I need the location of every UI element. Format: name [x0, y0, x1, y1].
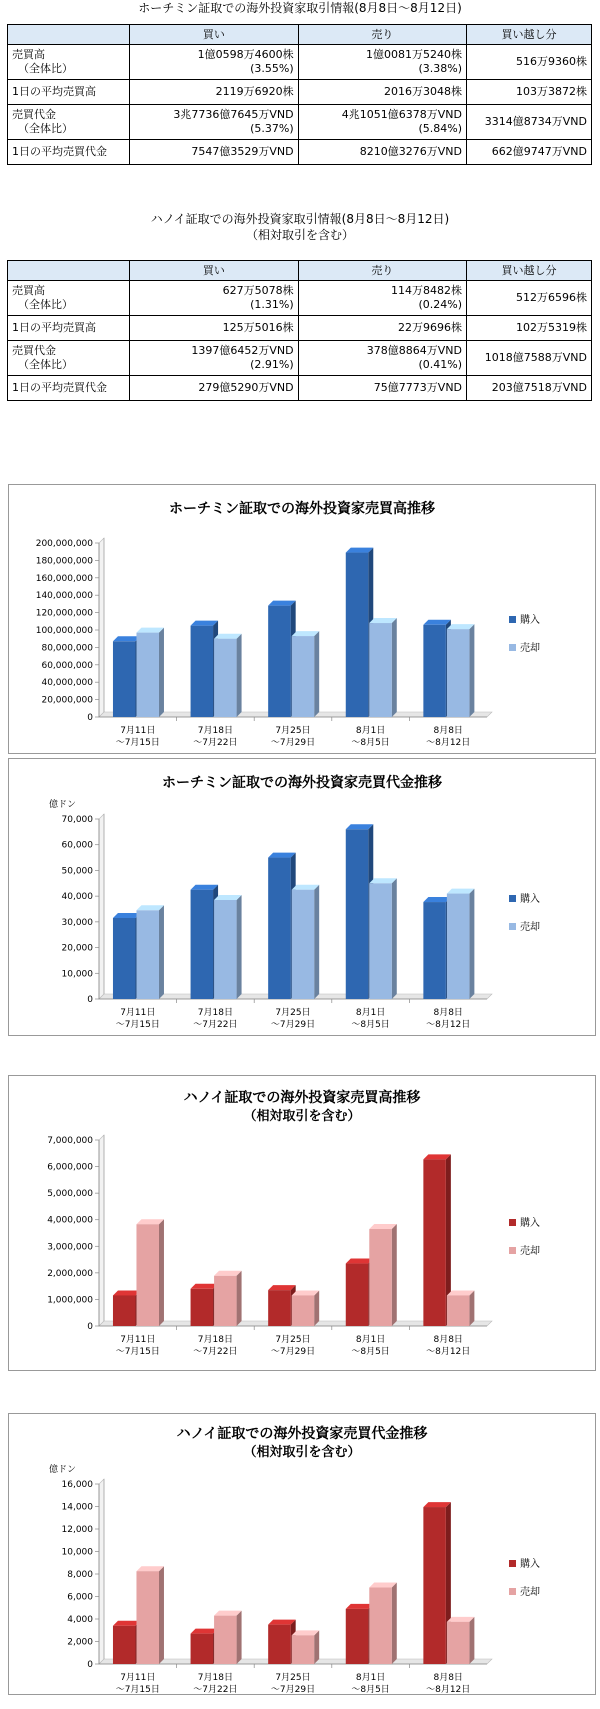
y-axis-unit-label: 億ドン	[49, 800, 77, 810]
x-category-label: ～8月12日	[426, 1020, 471, 1030]
bar-sell	[369, 618, 397, 717]
legend-label: 購入	[520, 894, 540, 905]
hn-header-cell: 売り	[298, 261, 466, 281]
x-category-label: 7月11日	[120, 1673, 156, 1683]
x-category-label: ～7月29日	[270, 1020, 316, 1030]
hcm-cell-buy: 1億0598万4600株 (3.55%)	[130, 45, 298, 80]
y-tick-label: 2,000,000	[47, 1268, 93, 1279]
hn-header-row	[8, 261, 592, 281]
bar-side-face	[469, 624, 474, 717]
legend-label: 売却	[520, 922, 540, 933]
legend-label: 売却	[520, 643, 540, 654]
y-tick-label: 10,000	[61, 1547, 93, 1558]
hcm-cell-net: 516万9360株	[467, 45, 592, 80]
x-category-label: ～8月5日	[351, 1347, 390, 1357]
chart-side-wall	[99, 1479, 104, 1664]
hcm-row-label: 1日の平均売買高	[8, 80, 130, 105]
x-category-label: ～7月29日	[270, 738, 316, 748]
y-tick-label: 50,000	[61, 866, 93, 877]
legend-label: 売却	[520, 1246, 540, 1257]
bar-front-face	[136, 1571, 159, 1664]
x-category-label: 8月1日	[355, 1673, 386, 1683]
bar-front-face	[113, 918, 136, 999]
bar-side-face	[392, 1224, 397, 1326]
y-tick-label: 0	[87, 995, 93, 1005]
bar-buy	[423, 1502, 451, 1664]
bar-sell	[214, 634, 242, 717]
bar-front-face	[292, 636, 315, 717]
bar-front-face	[268, 1625, 291, 1664]
x-category-label: 8月8日	[433, 1673, 463, 1683]
bar-buy	[113, 1290, 141, 1326]
hn-row-label: 1日の平均売買高	[8, 316, 130, 341]
bar-front-face	[369, 623, 392, 717]
legend-label: 売却	[520, 1587, 540, 1598]
legend-swatch	[509, 616, 516, 623]
bar-side-face	[469, 1290, 474, 1326]
chart-subtitle: （相対取引を含む）	[243, 1109, 361, 1124]
bar-sell	[447, 624, 475, 717]
bar-front-face	[214, 1276, 237, 1326]
hn-table-subtitle: （相対取引を含む）	[245, 228, 354, 242]
x-category-label: 7月11日	[120, 726, 156, 736]
x-category-label: ～7月15日	[115, 1347, 160, 1357]
bar-sell	[136, 905, 164, 999]
hcm-header-row	[8, 25, 592, 45]
bar-side-face	[237, 1611, 242, 1664]
chart-side-wall	[99, 538, 104, 717]
bar-front-face	[191, 1634, 214, 1664]
hn-row	[8, 341, 592, 376]
hn-row	[8, 281, 592, 316]
bar-front-face	[423, 625, 446, 717]
bar-side-face	[159, 1566, 164, 1664]
legend-swatch	[509, 923, 516, 930]
bar-front-face	[423, 902, 446, 999]
bar-side-face	[159, 628, 164, 717]
bar-side-face	[159, 1219, 164, 1326]
legend-label: 購入	[520, 615, 540, 626]
bar-buy	[268, 1285, 296, 1326]
x-category-label: 7月25日	[275, 1008, 311, 1018]
chart-hcm-value-svg	[9, 759, 595, 1035]
bar-front-face	[292, 890, 315, 999]
hcm-header-cell: 買い越し分	[467, 25, 592, 45]
chart-side-wall	[99, 1135, 104, 1326]
hn-cell-buy: 1397億6452万VND (2.91%)	[130, 341, 298, 376]
bar-sell	[136, 628, 164, 717]
y-tick-label: 5,000,000	[47, 1189, 93, 1200]
bar-front-face	[113, 641, 136, 717]
legend-swatch	[509, 1247, 516, 1254]
bar-side-face	[392, 618, 397, 717]
bar-front-face	[292, 1635, 315, 1664]
bar-sell	[214, 1271, 242, 1326]
chart-hn-value-svg	[9, 1414, 595, 1694]
chart-hn-volume-svg	[9, 1076, 595, 1370]
bar-side-face	[237, 634, 242, 717]
y-tick-label: 0	[87, 713, 93, 723]
legend-swatch	[509, 895, 516, 902]
x-category-label: 8月8日	[433, 1335, 463, 1345]
x-category-label: ～7月15日	[115, 1020, 160, 1030]
hcm-cell-sell: 1億0081万5240株 (3.38%)	[298, 45, 466, 80]
hn-row	[8, 376, 592, 401]
hcm-cell-sell: 2016万3048株	[298, 80, 466, 105]
bar-front-face	[346, 1264, 369, 1326]
y-tick-label: 60,000	[61, 840, 93, 851]
x-category-label: ～8月12日	[426, 738, 471, 748]
y-tick-label: 120,000,000	[35, 608, 93, 619]
y-tick-label: 7,000,000	[47, 1136, 93, 1146]
bar-sell	[447, 889, 475, 999]
x-category-label: 7月18日	[197, 1335, 233, 1345]
y-tick-label: 6,000	[67, 1592, 93, 1603]
bar-side-face	[392, 878, 397, 999]
legend-swatch	[509, 1219, 516, 1226]
chart-title: ホーチミン証取での海外投資家売買高推移	[169, 501, 435, 517]
hn-header-cell	[8, 261, 130, 281]
bar-buy	[191, 1284, 219, 1326]
y-tick-label: 0	[87, 1660, 93, 1670]
hcm-row-label: 1日の平均売買代金	[8, 140, 130, 165]
x-category-label: 7月11日	[120, 1335, 156, 1345]
y-tick-label: 140,000,000	[35, 591, 93, 602]
x-category-label: 7月18日	[197, 726, 233, 736]
bar-front-face	[191, 890, 214, 999]
x-category-label: ～8月12日	[426, 1685, 471, 1694]
hcm-row	[8, 105, 592, 140]
hcm-row	[8, 80, 592, 105]
bar-sell	[447, 1290, 475, 1326]
legend-swatch	[509, 644, 516, 651]
x-category-label: 8月8日	[433, 726, 463, 736]
x-category-label: 7月25日	[275, 1673, 311, 1683]
bar-side-face	[314, 631, 319, 717]
chart-subtitle: （相対取引を含む）	[243, 1445, 361, 1460]
hcm-header-cell	[8, 25, 130, 45]
y-tick-label: 12,000	[61, 1525, 93, 1535]
x-category-label: ～7月22日	[193, 1685, 238, 1694]
hn-cell-net: 203億7518万VND	[467, 376, 592, 401]
bar-buy	[346, 824, 374, 999]
y-tick-label: 0	[87, 1322, 93, 1332]
y-tick-label: 16,000	[61, 1480, 93, 1490]
y-tick-label: 20,000	[61, 943, 93, 954]
hn-row	[8, 316, 592, 341]
bar-side-face	[159, 905, 164, 999]
y-tick-label: 3,000,000	[47, 1242, 93, 1253]
hcm-row-label: 売買代金 （全体比）	[8, 105, 130, 140]
bar-buy	[423, 897, 451, 999]
bar-buy	[113, 1621, 141, 1664]
bar-buy	[268, 1620, 296, 1664]
hcm-cell-net: 103万3872株	[467, 80, 592, 105]
x-category-label: ～7月15日	[115, 1685, 160, 1694]
bar-front-face	[346, 829, 369, 999]
bar-front-face	[369, 883, 392, 999]
hcm-trading-table	[7, 24, 592, 165]
hcm-cell-net: 3314億8734万VND	[467, 105, 592, 140]
bar-front-face	[136, 1224, 159, 1326]
x-category-label: ～8月5日	[351, 738, 390, 748]
hn-cell-sell: 75億7773万VND	[298, 376, 466, 401]
chart-side-wall	[99, 814, 104, 999]
bar-sell	[214, 895, 242, 999]
bar-sell	[369, 1224, 397, 1326]
bar-front-face	[346, 1609, 369, 1664]
bar-front-face	[191, 626, 214, 717]
y-tick-label: 10,000	[61, 969, 93, 980]
hcm-header-cell: 買い	[130, 25, 298, 45]
bar-front-face	[447, 1295, 470, 1326]
x-category-label: 8月1日	[355, 1008, 386, 1018]
x-category-label: 8月8日	[433, 1008, 463, 1018]
bar-front-face	[113, 1626, 136, 1664]
legend-label: 購入	[520, 1559, 540, 1570]
y-tick-label: 30,000	[61, 917, 93, 928]
hcm-table-title: ホーチミン証取での海外投資家取引情報(8月8日～8月12日)	[138, 1, 462, 15]
hcm-cell-net: 662億9747万VND	[467, 140, 592, 165]
bar-buy	[191, 1629, 219, 1664]
hn-cell-net: 102万5319株	[467, 316, 592, 341]
x-category-label: 8月1日	[355, 726, 386, 736]
bar-sell	[292, 1290, 320, 1326]
x-category-label: 7月11日	[120, 1008, 156, 1018]
x-category-label: 8月1日	[355, 1335, 386, 1345]
hn-cell-buy: 627万5078株 (1.31%)	[130, 281, 298, 316]
hn-cell-buy: 125万5016株	[130, 316, 298, 341]
y-tick-label: 4,000	[67, 1615, 93, 1625]
x-category-label: ～8月12日	[426, 1347, 471, 1357]
bar-front-face	[268, 606, 291, 717]
bar-sell	[292, 885, 320, 999]
hn-cell-sell: 114万8482株 (0.24%)	[298, 281, 466, 316]
bar-sell	[136, 1566, 164, 1664]
hn-table-title: ハノイ証取での海外投資家取引情報(8月8日～8月12日)	[150, 212, 450, 226]
chart-title: ハノイ証取での海外投資家売買高推移	[183, 1090, 421, 1106]
bar-front-face	[423, 1159, 446, 1326]
hcm-cell-buy: 3兆7736億7645万VND (5.37%)	[130, 105, 298, 140]
bar-buy	[346, 1604, 374, 1664]
x-category-label: ～7月22日	[193, 1347, 238, 1357]
x-category-label: 7月18日	[197, 1008, 233, 1018]
bar-front-face	[346, 553, 369, 717]
bar-side-face	[469, 889, 474, 999]
bar-front-face	[113, 1295, 136, 1326]
hn-row-label: 1日の平均売買代金	[8, 376, 130, 401]
hn-cell-net: 1018億7588万VND	[467, 341, 592, 376]
x-category-label: ～8月5日	[351, 1020, 390, 1030]
bar-sell	[447, 1617, 475, 1664]
hn-row-label: 売買代金 （全体比）	[8, 341, 130, 376]
bar-front-face	[447, 894, 470, 999]
x-category-label: 7月18日	[197, 1673, 233, 1683]
y-tick-label: 40,000	[61, 892, 93, 903]
bar-front-face	[369, 1588, 392, 1665]
bar-buy	[268, 853, 296, 999]
x-category-label: ～7月15日	[115, 738, 160, 748]
bar-buy	[268, 601, 296, 717]
bar-buy	[346, 1259, 374, 1326]
bar-front-face	[214, 900, 237, 999]
bar-front-face	[268, 858, 291, 999]
bar-front-face	[214, 639, 237, 717]
x-category-label: ～7月29日	[270, 1347, 316, 1357]
bar-front-face	[369, 1229, 392, 1326]
bar-sell	[136, 1219, 164, 1326]
chart-title: ハノイ証取での海外投資家売買代金推移	[176, 1426, 428, 1442]
legend-swatch	[509, 1588, 516, 1595]
hn-cell-net: 512万6596株	[467, 281, 592, 316]
y-tick-label: 160,000,000	[35, 573, 93, 584]
bar-side-face	[469, 1617, 474, 1664]
bar-sell	[369, 1583, 397, 1665]
bar-front-face	[447, 1622, 470, 1664]
y-tick-label: 200,000,000	[35, 539, 93, 549]
bar-buy	[423, 1154, 451, 1326]
y-tick-label: 180,000,000	[35, 556, 93, 567]
x-category-label: ～7月22日	[193, 1020, 238, 1030]
hcm-row	[8, 140, 592, 165]
hcm-cell-buy: 7547億3529万VND	[130, 140, 298, 165]
bar-side-face	[237, 1271, 242, 1326]
hcm-header-cell: 売り	[298, 25, 466, 45]
hcm-cell-sell: 4兆1051億6378万VND (5.84%)	[298, 105, 466, 140]
bar-front-face	[136, 633, 159, 717]
bar-buy	[423, 620, 451, 717]
bar-front-face	[191, 1289, 214, 1326]
x-category-label: ～7月22日	[193, 738, 238, 748]
y-tick-label: 80,000,000	[41, 643, 93, 654]
bar-front-face	[423, 1507, 446, 1664]
y-tick-label: 6,000,000	[47, 1162, 93, 1173]
bar-sell	[292, 1630, 320, 1664]
bar-buy	[191, 621, 219, 717]
hn-header-cell: 買い	[130, 261, 298, 281]
legend-swatch	[509, 1560, 516, 1567]
hcm-row	[8, 45, 592, 80]
y-tick-label: 70,000	[61, 815, 93, 825]
y-tick-label: 60,000,000	[41, 660, 93, 671]
x-category-label: ～7月29日	[270, 1685, 316, 1694]
bar-front-face	[292, 1295, 315, 1326]
hn-trading-table	[7, 260, 592, 401]
x-category-label: 7月25日	[275, 726, 311, 736]
hn-row-label: 売買高 （全体比）	[8, 281, 130, 316]
bar-front-face	[268, 1290, 291, 1326]
y-tick-label: 100,000,000	[35, 626, 93, 636]
bar-sell	[369, 878, 397, 999]
x-category-label: 7月25日	[275, 1335, 311, 1345]
hn-cell-sell: 22万9696株	[298, 316, 466, 341]
hcm-row-label: 売買高 （全体比）	[8, 45, 130, 80]
chart-hcm-value	[8, 758, 596, 1036]
bar-sell	[214, 1611, 242, 1664]
y-tick-label: 2,000	[67, 1637, 93, 1648]
bar-side-face	[314, 885, 319, 999]
bar-front-face	[136, 910, 159, 999]
bar-side-face	[237, 895, 242, 999]
y-tick-label: 8,000	[67, 1570, 93, 1580]
bar-buy	[346, 548, 374, 717]
chart-title: ホーチミン証取での海外投資家売買代金推移	[162, 775, 442, 791]
bar-sell	[292, 631, 320, 717]
chart-hcm-volume-svg	[9, 485, 595, 753]
hn-header-cell: 買い越し分	[467, 261, 592, 281]
chart-hn-value	[8, 1413, 596, 1695]
y-tick-label: 4,000,000	[47, 1215, 93, 1226]
hn-cell-buy: 279億5290万VND	[130, 376, 298, 401]
legend-label: 購入	[520, 1218, 540, 1229]
y-tick-label: 1,000,000	[47, 1295, 93, 1306]
hcm-cell-sell: 8210億3276万VND	[298, 140, 466, 165]
y-tick-label: 20,000,000	[41, 695, 93, 706]
bar-front-face	[447, 629, 470, 717]
bar-side-face	[392, 1583, 397, 1665]
bar-buy	[113, 913, 141, 999]
hcm-cell-buy: 2119万6920株	[130, 80, 298, 105]
chart-hcm-volume	[8, 484, 596, 754]
hn-cell-sell: 378億8864万VND (0.41%)	[298, 341, 466, 376]
y-axis-unit-label: 億ドン	[49, 1465, 77, 1475]
y-tick-label: 14,000	[61, 1502, 93, 1513]
chart-hn-volume	[8, 1075, 596, 1371]
bar-side-face	[314, 1630, 319, 1664]
bar-side-face	[314, 1290, 319, 1326]
bar-buy	[191, 885, 219, 999]
x-category-label: ～8月5日	[351, 1685, 390, 1694]
y-tick-label: 40,000,000	[41, 678, 93, 689]
bar-buy	[113, 636, 141, 717]
bar-front-face	[214, 1616, 237, 1664]
